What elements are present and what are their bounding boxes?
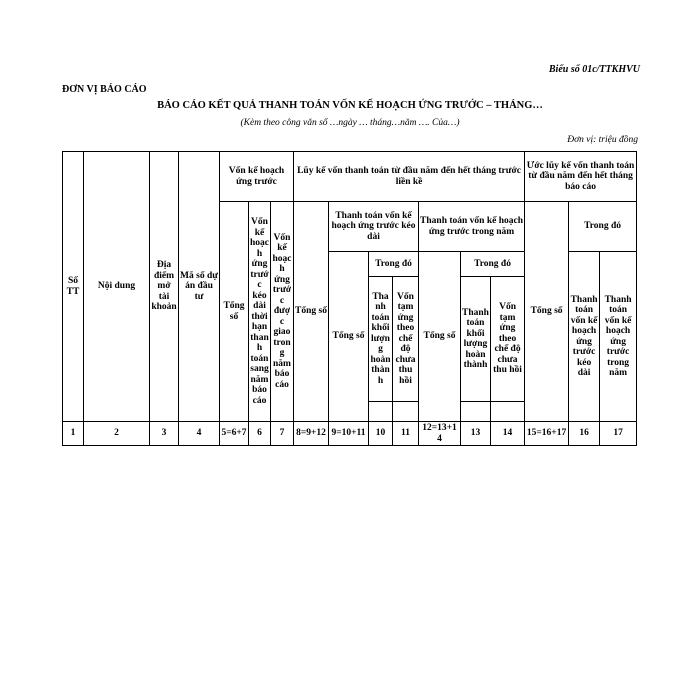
header-completed-volume-10: Thanh toán khối lượng hoàn thành <box>369 277 393 402</box>
header-total-8: Tổng số <box>294 202 329 422</box>
header-total-5: Tổng số <box>220 202 249 422</box>
header-estimated-accumulated: Ước lũy kế vốn thanh toán từ đầu năm đến hết tháng báo cáo <box>525 152 637 202</box>
column-number: 11 <box>393 422 419 446</box>
header-spacer <box>491 402 525 422</box>
header-payment-in-year: Thanh toán vốn kế hoạch ứng trước trong năm <box>419 202 525 252</box>
header-spacer <box>461 402 491 422</box>
header-of-which-9: Trong đó <box>369 252 419 277</box>
column-number: 16 <box>569 422 600 446</box>
column-number: 17 <box>600 422 637 446</box>
currency-unit: Đơn vị: triệu đồng <box>567 135 638 145</box>
column-number: 7 <box>271 422 294 446</box>
header-total-9: Tổng số <box>329 252 369 422</box>
column-number: 4 <box>179 422 220 446</box>
header-planned-assigned: Vốn kế hoạch ứng trước được giao trong năm báo cáo <box>271 202 294 422</box>
column-number: 12=13+14 <box>419 422 461 446</box>
header-planned-capital: Vốn kế hoạch ứng trước <box>220 152 294 202</box>
header-total-15: Tổng số <box>525 202 569 422</box>
reporting-unit-label: ĐƠN VỊ BÁO CÁO <box>62 84 147 95</box>
column-number: 2 <box>84 422 150 446</box>
column-number-row <box>63 422 637 446</box>
column-number: 3 <box>150 422 179 446</box>
header-completed-volume-13: Thanh toán khối lượng hoàn thành <box>461 277 491 402</box>
column-number: 13 <box>461 422 491 446</box>
header-total-12: Tổng số <box>419 252 461 422</box>
header-project-code: Mã số dự án đầu tư <box>179 152 220 422</box>
header-of-which-12: Trong đó <box>461 252 525 277</box>
header-est-extended: Thanh toán vốn kế hoạch ứng trước kéo dài <box>569 252 600 422</box>
header-account-location: Địa điểm mở tài khoản <box>150 152 179 422</box>
header-of-which-15: Trong đó <box>569 202 637 252</box>
header-est-in-year: Thanh toán vốn kế hoạch ứng trước trong năm <box>600 252 637 422</box>
report-table <box>62 151 637 446</box>
header-stt: Số TT <box>63 152 84 422</box>
column-number: 6 <box>249 422 271 446</box>
column-number: 8=9+12 <box>294 422 329 446</box>
column-number: 14 <box>491 422 525 446</box>
column-number: 9=10+11 <box>329 422 369 446</box>
column-number: 5=6+7 <box>220 422 249 446</box>
report-subtitle: (Kèm theo công văn số …ngày … tháng…năm …. Của…) <box>240 118 460 128</box>
column-number: 1 <box>63 422 84 446</box>
header-planned-extended: Vốn kế hoạch ứng trước kéo dài thời hạn thanh toán sang năm báo cáo <box>249 202 271 422</box>
form-code: Biểu số 01c/TTKHVU <box>548 64 640 75</box>
header-advance-unrecovered-11: Vốn tạm ứng theo chế độ chưa thu hồi <box>393 277 419 402</box>
report-title: BÁO CÁO KẾT QUẢ THANH TOÁN VỐN KẾ HOẠCH ỨNG TRƯỚC – THÁNG… <box>157 100 543 111</box>
header-spacer <box>369 402 393 422</box>
header-accumulated-payment: Lũy kế vốn thanh toán từ đầu năm đến hết tháng trước liền kề <box>294 152 525 202</box>
header-content: Nội dung <box>84 152 150 422</box>
column-number: 10 <box>369 422 393 446</box>
header-payment-extended: Thanh toán vốn kế hoạch ứng trước kéo dài <box>329 202 419 252</box>
header-advance-unrecovered-14: Vốn tạm ứng theo chế độ chưa thu hồi <box>491 277 525 402</box>
column-number: 15=16+17 <box>525 422 569 446</box>
header-spacer <box>393 402 419 422</box>
